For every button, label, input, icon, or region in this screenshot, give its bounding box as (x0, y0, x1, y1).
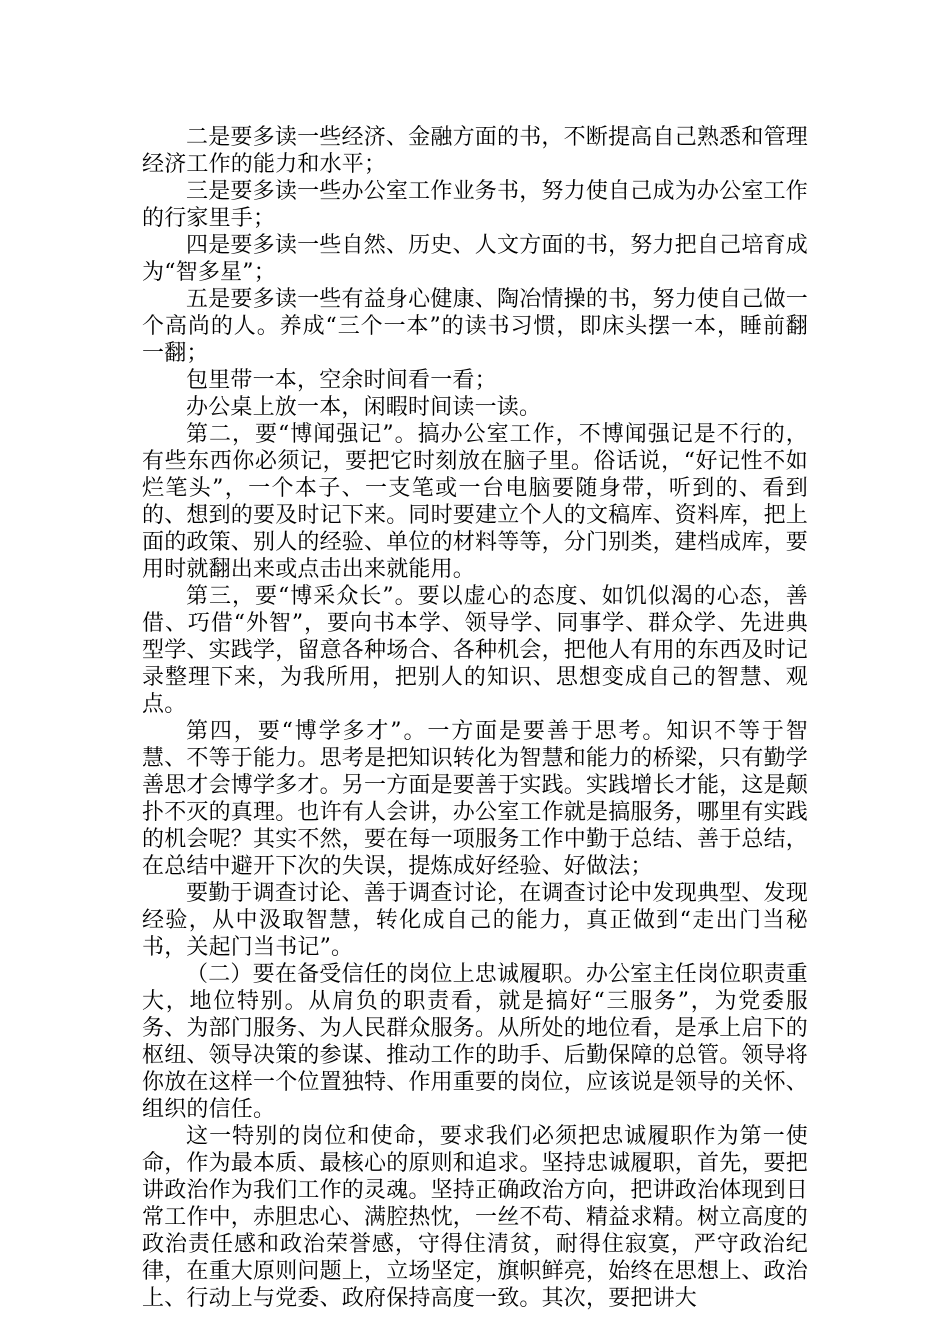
paragraph-research: 要勤于调查讨论、善于调查讨论，在调查讨论中发现典型、发现经验，从中汲取智慧，转化成自己的能力，真正做到“走出门当秘书，关起门当书记”。 (142, 881, 808, 960)
paragraph-fourth-point: 第四，要“博学多才”。一方面是要善于思考。知识不等于智慧、不等于能力。思考是把知识转化为智慧和能力的桥梁，只有勤学善思才会博学多才。另一方面是要善于实践。实践增长才能，这是颠扑不灭的真理。也许有人会讲，办公室工作就是搞服务，哪里有实践的机会呢？其实不然，要在每一项服务工作中勤于总结、善于总结，在总结中避开下次的失误，提炼成好经验、好做法； (142, 719, 809, 879)
paragraph-loyalty: 这一特别的岗位和使命，要求我们必须把忠诚履职作为第一使命，作为最本质、最核心的原则和追求。坚持忠诚履职，首先，要把讲政治作为我们工作的灵魂。坚持正确政治方向，把讲政治体现到日常工作中，赤胆忠心、满腔热忱，一丝不苟、精益求精。树立高度的政治责任感和政治荣誉感，守得住清贫，耐得住寂寞，严守政治纪律，在重大原则问题上，立场坚定，旗帜鲜亮，始终在思想上、政治上、行动上与党委、政府保持高度一致。其次，要把讲大 (142, 1124, 809, 1311)
paragraph-desk-book: 办公桌上放一本，闲暇时间读一读。 (186, 395, 542, 420)
paragraph-reading-economics: 二是要多读一些经济、金融方面的书，不断提高自己熟悉和管理经济工作的能力和水平； (142, 125, 808, 177)
paragraph-second-point: 第二，要“博闻强记”。搞办公室工作，不博闻强记是不行的，有些东西你必须记，要把它时刻放在脑子里。俗话说，“好记性不如烂笔头”，一个本子、一支笔或一台电脑要随身带，听到的、看到的、想到的要及时记下来。同时要建立个人的文稿库、资料库，把上面的政策、别人的经验、单位的材料等等，分门别类，建档成库，要用时就翻出来或点击出来就能用。 (142, 422, 809, 582)
document-body (142, 124, 808, 1312)
paragraph-bag-book: 包里带一本，空余时间看一看； (186, 368, 497, 393)
paragraph-third-point: 第三，要“博采众长”。要以虚心的态度、如饥似渴的心态，善借、巧借“外智”，要向书本学、领导学、同事学、群众学、先进典型学、实践学，留意各种场合、各种机会，把他人有用的东西及时记录整理下来，为我所用，把别人的知识、思想变成自己的智慧、观点。 (142, 584, 809, 717)
paragraph-reading-health: 五是要多读一些有益身心健康、陶冶情操的书，努力使自己做一个高尚的人。养成“三个一本”的读书习惯，即床头摆一本，睡前翻一翻； (142, 287, 808, 366)
paragraph-section-two: （二）要在备受信任的岗位上忠诚履职。办公室主任岗位职责重大，地位特别。从肩负的职责看，就是搞好“三服务”，为党委服务、为部门服务、为人民群众服务。从所处的地位看，是承上启下的枢纽、领导决策的参谋、推动工作的助手、后勤保障的总管。领导将你放在这样一个位置独特、作用重要的岗位，应该说是领导的关怀、组织的信任。 (142, 962, 809, 1122)
paragraph-reading-humanities: 四是要多读一些自然、历史、人文方面的书，努力把自己培育成为“智多星”； (142, 233, 808, 285)
paragraph-reading-office-work: 三是要多读一些办公室工作业务书，努力使自己成为办公室工作的行家里手； (142, 179, 808, 231)
